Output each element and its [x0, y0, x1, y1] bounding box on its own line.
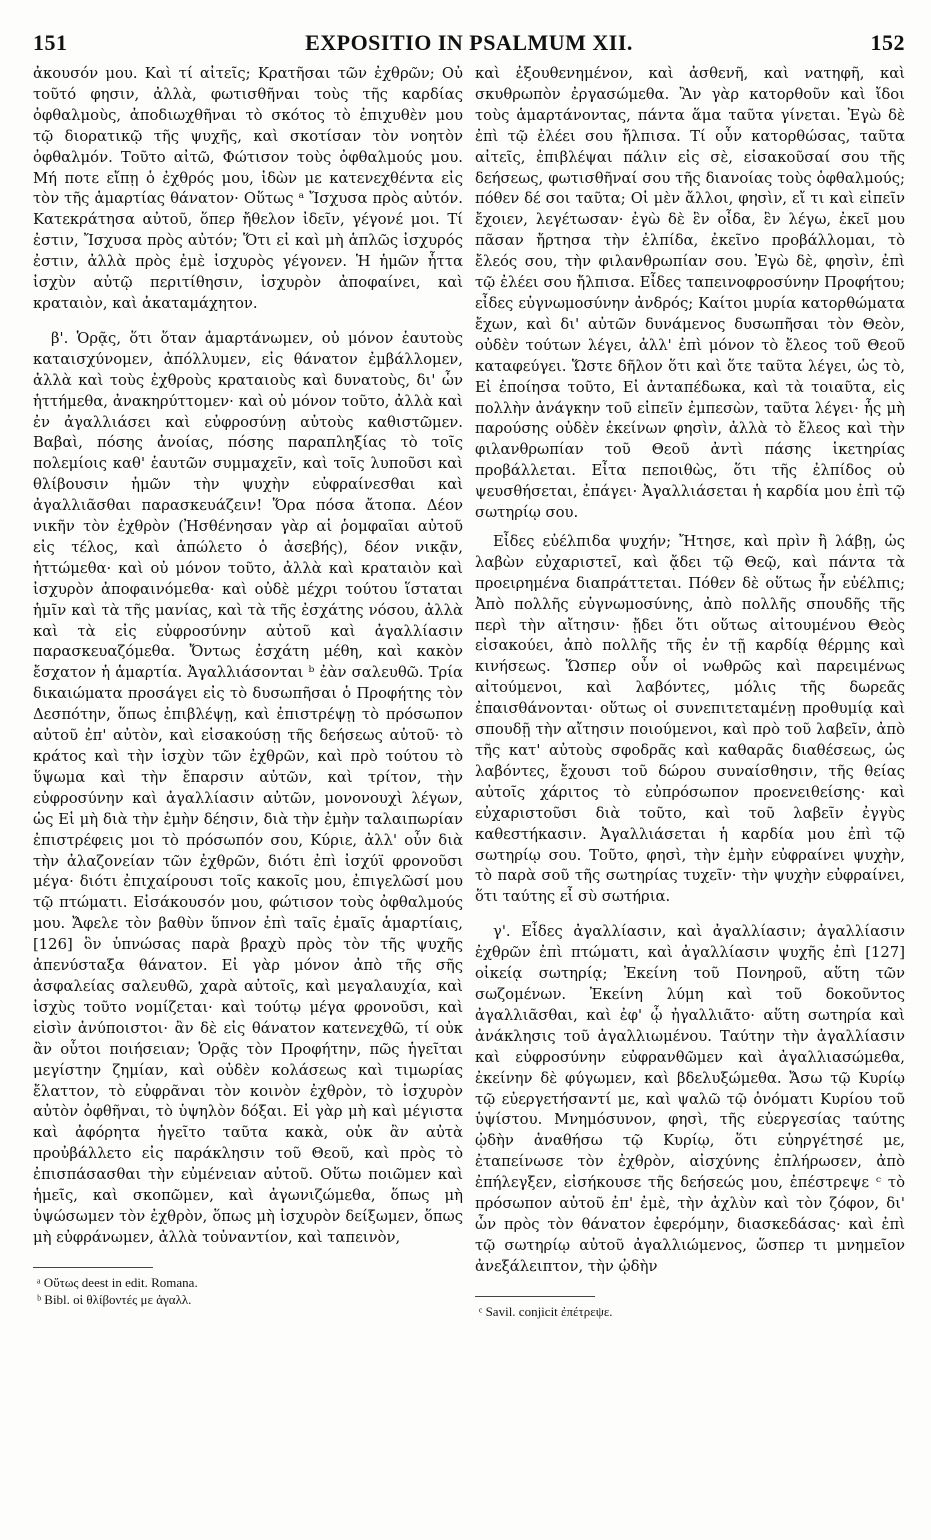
page-number-right: 152 [870, 30, 905, 55]
paragraph: καὶ ἐξουθενημένον, καὶ ἀσθενῆ, καὶ νατηφῆ, καὶ σκυθρωπὸν ἐργασώμεθα. Ἂν γὰρ κατορθοῦν καὶ ἴδοι τοὺς ἁμαρτάνοντας, πάντα ἅμα ταῦτα γίνεται. Ἐγὼ δὲ ἐπὶ τῷ ἐλέει σου ἤλπισα. Τί οὖν κατορθώσας, ταῦτα αἰτεῖς, ἐπιβλέψαι πάλιν εἰς σὲ, εἰσακοῦσαί σου τῆς δεήσεως, φωτισθῆναί σου τῆς διανοίας τοὺς ὀφθαλμούς; πόθεν δέ σοι ταῦτα; Οἱ μὲν ἄλλοι, φησὶν, εἴ τι καὶ εἰπεῖν ἔχοιεν, λεγέτωσαν· ἐγὼ δὲ ἓν οἶδα, ἓν λέγω, ἐκεῖ μου πᾶσαν ἤρτησα τὴν ἐλπίδα, ἐκεῖνο προβάλλομαι, τὸ ἔλεός σου, τὴν φιλανθρωπίαν σου. Ἐγὼ δὲ, φησὶν, ἐπὶ τῷ ἐλέει σου ἤλπισα. Εἶδες ταπεινοφροσύνην Προφήτου; εἶδες εὐγνωμοσύνην ἀνδρός; Καίτοι μυρία κατορθώματα ἔχων, καὶ δι' αὐτῶν δυνάμενος δυσωπῆσαι τὸν Θεὸν, οὐδὲν τούτων λέγει, ἀλλ' ἐπὶ μόνον τὸ ἔλεος τοῦ Θεοῦ καταφεύγει. Ὥστε δῆλον ὅτι καὶ ὅτε ταῦτα λέγει, ὡς τὸ, Εἰ ἐποίησα τοῦτο, Εἰ ἀνταπέδωκα, καὶ τὰ τοιαῦτα, εἰς πολλὴν ἀνάγκην τοῦ εἰπεῖν ἐμπεσὼν, ταῦτα λέγει· ἧς μὴ παρούσης οὐδὲν ἐκείνων φησὶν, ἀλλὰ τὸ ἔλεος καὶ τὴν φιλανθρωπίαν τοῦ Θεοῦ ἀντὶ πάσης ἱκετηρίας προβάλλεται. Εἶτα πεποιθὼς, ὅτι τῆς ἐλπίδος οὐ ψευσθήσεται, ἐπάγει· Ἀγαλλιάσεται ἡ καρδία μου ἐπὶ τῷ σωτηρίῳ σου. [475, 65, 905, 522]
footnote: ᶜ Savil. conjicit ἐπέτρεψε. [479, 1303, 613, 1319]
paragraph: β'. Ὁρᾷς, ὅτι ὅταν ἁμαρτάνωμεν, οὐ μόνον ἑαυτοὺς καταισχύνομεν, ἀπόλλυμεν, εἰς θάνατον ἐμβάλλομεν, ἀλλὰ καὶ τοὺς ἐχθροὺς κραταιοὺς καὶ δυνατοὺς, δι' ὧν ἡττήμεθα, ἀνακηρύττομεν· καὶ οὐ μόνον τοῦτο, ἀλλὰ καὶ ἐν ἀγαλλιάσει καὶ εὐφροσύνῃ αὐτοὺς καθιστῶμεν. Βαβαὶ, πόσης ἀνοίας, πόσης παραπληξίας τὸ τοῖς πολεμίοις καθ' ἑαυτῶν συμμαχεῖν, καὶ τοῖς λυποῦσι καὶ θλίβουσιν ἡμῶν τὴν ψυχὴν εὐφραίνεσθαι καὶ ἀγαλλιᾶσθαι παρασκευάζειν! Ὅρα πόσα ἄτοπα. Δέον νικῆν τὸν ἐχθρὸν (Ἠσθένησαν γὰρ αἱ ῥομφαῖαι αὐτοῦ εἰς τέλος, καὶ ἀπώλετο ὁ ἀσεβής), δέον νικᾷν, ἡττώμεθα· καὶ οὐ μόνον τοῦτο, ἀλλὰ καὶ κραταιὸν καὶ ἰσχυρὸν ἀποφαινόμεθα· καὶ οὐδὲ μέχρι τούτου ἵσταται ἡμῖν καὶ τὰ τῆς μανίας, καὶ τὰ τῆς ἐσχάτης νόσου, ἀλλὰ καὶ τὰ εἰς εὐφροσύνην αὐτοῦ καὶ ἀγαλλίασιν παρασκευαζόμεθα. Ὄντως ἐσχάτη μέθη, καὶ κακὸν ἔσχατον ἡ ἁμαρτία. Ἀγαλλιάσονται ᵇ ἐὰν σαλευθῶ. Τρία δικαιώματα προσάγει εἰς τὸ δυσωπῆσαι ὁ Προφήτης τὸν Δεσπότην, ὅπως ἐπιβλέψῃ, καὶ ἐπιστρέψῃ τὸ πρόσωπον αὐτοῦ ἐπ' αὐτὸν, καὶ εἰσακούσῃ τῆς δεήσεως αὐτοῦ· τὸ κράτος καὶ τὴν ἰσχὺν τῶν ἐχθρῶν, καὶ πρὸ τούτου τὸ ὕψωμα καὶ τὴν ἔπαρσιν αὐτῶν, καὶ τρίτον, τὴν εὐφροσύνην καὶ ἀγαλλίασιν αὐτῶν, μονονουχὶ λέγων, ὡς Εἰ μὴ διὰ τὴν ἐμὴν δέησιν, διὰ τὴν ἐμὴν ταλαιπωρίαν ἐπιστρέφεις μοι τὸ πρόσωπόν σου, Κύριε, ἀλλ' οὖν διὰ τὴν ἀλαζονείαν τῶν ἐχθρῶν, διότι ἐπὶ ἰσχύϊ φρονοῦσι μέγα· διότι ἐπιχαίρουσι τοῖς κακοῖς μου, ἐπιγελῶσί μου τῷ πτώματι. Εἰσάκουσόν μου, φώτισον τοὺς ὀφθαλμούς μου. Ἄφελε τὸν βαθὺν ὕπνον ἐπὶ ταῖς ἐμαῖς ἁμαρτίαις, [126] ὃν ὑπνώσας παρὰ βραχὺ πρὸς τὸν τῆς ψυχῆς ἀπενύσταξα θάνατον. Εἰ γὰρ μόνον ἀπὸ τῆς σῆς ἀσφαλείας σαλευθῶ, χαρὰ αὐτοῖς, καὶ μεγαλαυχία, καὶ ἰσχὺς τοῦτο νομίζεται· καὶ τούτῳ μέγα φρονοῦσι, καὶ εἰσὶν ἀνύποιστοι· ἂν δὲ εἰς θάνατον κατενεχθῶ, τί οὐκ ἂν οὗτοι ποιήσειαν; Ὁρᾷς τὸν Προφήτην, πῶς ἡγεῖται μεγίστην ζημίαν, καὶ οὐδὲν κολάσεως καὶ τιμωρίας ἔλαττον, τὸ εὐφρᾶναι τὸν κοινὸν ἐχθρὸν, τὸ ἰσχυρὸν αὐτὸν ὀφθῆναι, τὸ ὑψηλὸν δόξαι. Εἰ γὰρ μὴ καὶ μέγιστα καὶ ἀφόρητα ἡγεῖτο ταῦτα κακὰ, οὐκ ἂν αὐτὰ προὐβάλλετο εἰς παράκλησιν τοῦ Θεοῦ, καὶ πρὸς τὸ ἐπισπάσασθαι τὴν εὐμένειαν αὐτοῦ. Οὕτω ποιῶμεν καὶ ἡμεῖς, καὶ σκοπῶμεν, καὶ ἀγωνιζώμεθα, ὅπως μὴ ὑψώσωμεν τὸν ἐχθρὸν, ὅπως μὴ ἰσχυρὸν δείξωμεν, ὅπως μὴ εὐφράνωμεν, ἀλλὰ τοὐναντίον, καὶ ταπεινὸν, [33, 329, 463, 1246]
right-column [475, 64, 905, 1320]
text-columns [33, 64, 905, 1320]
page-number-left: 151 [33, 30, 68, 55]
footnote-rule [475, 1296, 595, 1297]
page-title: EXPOSITIO IN PSALMUM XII. [305, 30, 633, 55]
footnote: ᵇ Bibl. οἱ θλίβοντές με ἀγαλλ. [37, 1291, 192, 1307]
footnote: ᵃ Οὕτως deest in edit. Romana. [37, 1274, 198, 1290]
left-column [33, 64, 463, 1320]
paragraph: γ'. Εἶδες ἀγαλλίασιν, καὶ ἀγαλλίασιν; ἀγαλλίασιν ἐχθρῶν ἐπὶ πτώματι, καὶ ἀγαλλίασιν ψυχῆς ἐπὶ [127] οἰκείᾳ σωτηρίᾳ; Ἐκείνη τοῦ Πονηροῦ, αὕτη τῶν σωζομένων. Ἐκείνη λύμη καὶ τοῦ δοκοῦντος ἀγαλλιᾶσθαι, καὶ ἐφ' ᾧ ἠγαλλιᾶτο· αὕτη σωτηρία καὶ ἀνάκλησις τοῦ ἀγαλλιωμένου. Ταύτην τὴν ἀγαλλίασιν καὶ εὐφροσύνην εὐφρανθῶμεν καὶ ἀγαλλιασώμεθα, ἐκείνην δὲ φύγωμεν, καὶ βδελυξώμεθα. Ἄσω τῷ Κυρίῳ τῷ εὐεργετήσαντί με, καὶ ψαλῶ τῷ ὀνόματι Κυρίου τοῦ ὑψίστου. Μνημόσυνον, φησὶ, τῆς εὐεργεσίας ταύτης ᾠδὴν ἀναθήσω τῷ Κυρίῳ, ὅτι εὐηργέτησέ με, ἐταπείνωσε τὸν ἐχθρὸν, αἰσχύνης ἐπλήρωσεν, ἀπὸ ἐπήλεγξεν, εἰσήκουσε τῆς δεήσεώς μου, ἐπέστρεψε ᶜ τὸ πρόσωπον αὐτοῦ ἐπ' ἐμὲ, τὴν ἀχλὺν καὶ τὸν ζόφον, δι' ὧν πρὸς τὸν θάνατον ἐφερόμην, διασκεδάσας· καὶ ἐπὶ τῷ σωτηρίῳ αὐτοῦ ἀγαλλιώμενος, ὥσπερ τι μνημεῖον ἀνεξάλειπτον, τὴν ᾠδὴν [475, 923, 905, 1275]
footnote-rule [33, 1267, 153, 1268]
running-head [33, 30, 905, 60]
paragraph: ἀκουσόν μου. Καὶ τί αἰτεῖς; Κρατῆσαι τῶν ἐχθρῶν; Οὐ τοῦτό φησιν, ἀλλὰ, φωτισθῆναι τοὺς τῆς καρδίας ὀφθαλμοὺς, ἀποδιωχθῆναι τὸ σκότος τὸ ἐπιχυθὲν μου τῷ διορατικῷ τῆς ψυχῆς, καὶ σκοτίσαν τὸν νοητὸν ὀφθαλμόν. Τοῦτο αἰτῶ, Φώτισον τοὺς ὀφθαλμούς μου. Μή ποτε εἴπῃ ὁ ἐχθρός μου, ἰδὼν με κατενεχθέντα εἰς τὸν τῆς ἁμαρτίας θάνατον· Οὕτως ᵃ Ἴσχυσα πρὸς αὐτόν. Κατεκράτησα αὐτοῦ, ὅπερ ἤθελον ἰδεῖν, γέγονέ μοι. Τί ἐστιν, Ἴσχυσα πρὸς αὐτόν; Ὅτι εἰ καὶ μὴ ἁπλῶς ἰσχυρός ἐστιν, ἀλλὰ πρὸς ἐμὲ ἰσχυρὸς γέγονεν. Ἡ ἡμῶν ἧττα ἰσχὺν αὐτῷ περιτίθησιν, ἰσχυρὸν ἀποφαίνει, καὶ κραταιὸν, καὶ ἀκαταμάχητον. [33, 65, 463, 312]
footnotes-left [33, 1267, 463, 1308]
paragraph: Εἶδες εὐέλπιδα ψυχήν; Ἤτησε, καὶ πρὶν ἢ λάβῃ, ὡς λαβὼν εὐχαριστεῖ, καὶ ᾄδει τῷ Θεῷ, καὶ πάντα τὰ προειρημένα διαπράττεται. Πόθεν δὲ οὕτως ἦν εὐέλπις; Ἀπὸ πολλῆς εὐγνωμοσύνης, ἀπὸ πολλῆς σπουδῆς τῆς περὶ τὴν αἴτησιν· ᾔδει ὅτι οὕτως αἰτουμένου Θεὸς εἰσακούει, ἀπὸ πολλῆς τῆς ἐν τῇ καρδίᾳ θέρμης καὶ κινήσεως. Ὥσπερ οὖν οἱ νωθρῶς καὶ παρειμένως αἰτούμενοι, καὶ λαβόντες, μόλις τῆς δωρεᾶς ἐπαισθάνονται· οὕτως οἱ συνεπιτεταμένῃ προθυμίᾳ καὶ σπουδῇ τὴν αἴτησιν ποιούμενοι, καὶ πρὸ τοῦ λαβεῖν, ἀπὸ τῆς κατ' αὐτοὺς σφοδρᾶς καὶ καθαρᾶς διαθέσεως, ὡς λαβόντες, ἔχουσι τοῦ δώρου συναίσθησιν, τῆς θείας αὐτοῖς χάριτος τὸ εὐπρόσωπον προενειθείσης· καὶ εὐχαριστοῦσι διὰ τοῦτο, καὶ τοῦ λαβεῖν ἐγγὺς καθεστήκασιν. Ἀγαλλιάσεται ἡ καρδία μου ἐπὶ τῷ σωτηρίῳ σου. Τοῦτο, φησὶ, τὴν ἐμὴν εὐφραίνει ψυχὴν, τὸ παρὰ σοῦ τῆς σωτηρίας τυχεῖν· τὴν ψυχὴν εὐφραίνει, ὅτι ταύτης εἶ σὺ σωτήρια. [475, 532, 905, 906]
footnotes-right [475, 1296, 905, 1320]
